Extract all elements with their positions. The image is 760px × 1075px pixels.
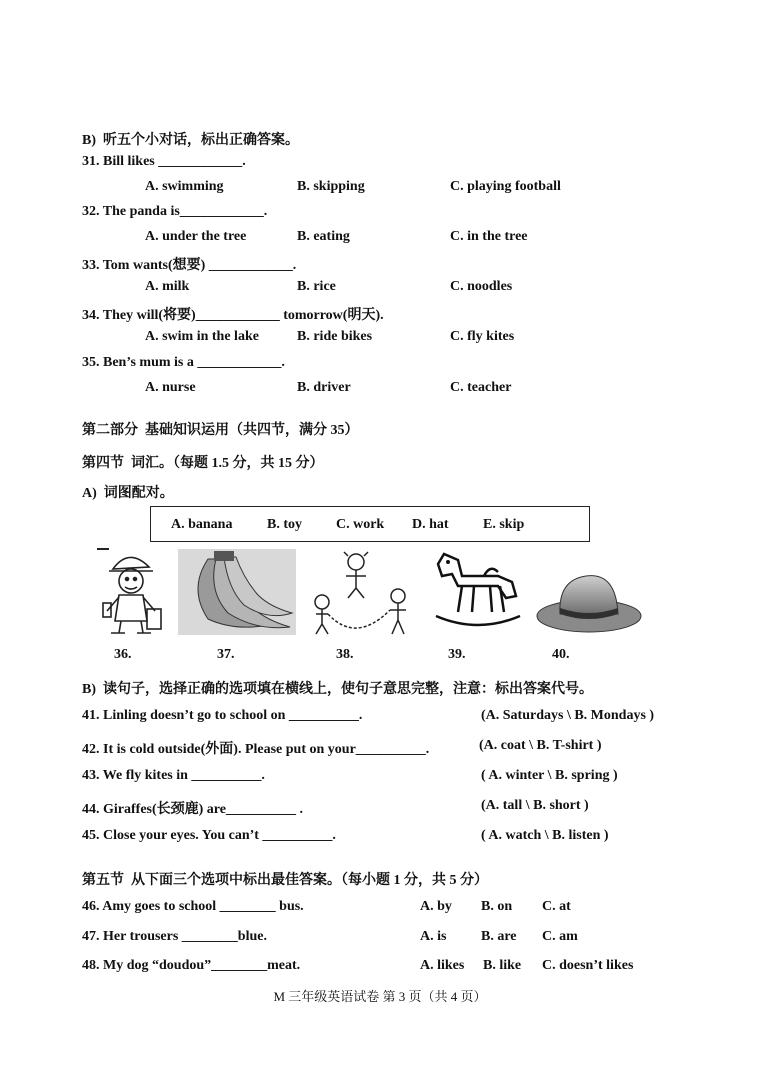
picture-number-40: 40.: [552, 647, 570, 662]
option-35b: B. driver: [297, 380, 351, 395]
question-33: 33. Tom wants(想要) ____________.: [82, 258, 297, 273]
word-a: A. banana: [171, 517, 233, 532]
option-34a: A. swim in the lake: [145, 329, 259, 344]
option-48c: C. doesn’t likes: [542, 958, 634, 973]
option-48a: A. likes: [420, 958, 465, 973]
choice-45: ( A. watch \ B. listen ): [481, 828, 609, 843]
skipping-picture: [306, 548, 414, 636]
sentence-44: 44. Giraffes(长颈鹿) are__________ .: [82, 802, 303, 817]
section4-sub-a: A) 词图配对。: [82, 486, 174, 501]
option-35c: C. teacher: [450, 380, 512, 395]
option-47b: B. are: [481, 929, 517, 944]
picture-number-36: 36.: [114, 647, 132, 662]
choice-44: (A. tall \ B. short ): [481, 798, 589, 813]
page-footer: M 三年级英语试卷 第 3 页（共 4 页）: [273, 989, 487, 1004]
option-33c: C. noodles: [450, 279, 513, 294]
word-bank-box: [150, 506, 590, 542]
hat-picture: [536, 570, 642, 636]
option-32a: A. under the tree: [145, 229, 247, 244]
question-31: 31. Bill likes ____________.: [82, 154, 246, 169]
section4-sub-b: B) 读句子，选择正确的选项填在横线上，使句子意思完整，注意：标出答案代号。: [82, 682, 593, 697]
option-48b: B. like: [483, 958, 522, 973]
option-34b: B. ride bikes: [297, 329, 373, 344]
option-46b: B. on: [481, 899, 513, 914]
question-32: 32. The panda is____________.: [82, 204, 268, 219]
option-46c: C. at: [542, 899, 571, 914]
picture-number-37: 37.: [217, 647, 235, 662]
question-34: 34. They will(将要)____________ tomorrow(明天).: [82, 308, 384, 323]
option-31b: B. skipping: [297, 179, 365, 194]
sentence-42: 42. It is cold outside(外面). Please put on your__________.: [82, 742, 430, 757]
choice-42: (A. coat \ B. T-shirt ): [479, 738, 602, 753]
option-46a: A. by: [420, 899, 452, 914]
word-c: C. work: [336, 517, 385, 532]
option-31c: C. playing football: [450, 179, 561, 194]
word-b: B. toy: [267, 517, 302, 532]
worker-picture: [95, 545, 167, 637]
sentence-41: 41. Linling doesn’t go to school on __________.: [82, 708, 363, 723]
section-b-header: B) 听五个小对话，标出正确答案。: [82, 133, 299, 148]
toy-horse-picture: [428, 546, 528, 636]
option-32b: B. eating: [297, 229, 350, 244]
question-35: 35. Ben’s mum is a ____________.: [82, 355, 285, 370]
question-48: 48. My dog “doudou”________meat.: [82, 958, 301, 973]
option-34c: C. fly kites: [450, 329, 515, 344]
sentence-43: 43. We fly kites in __________.: [82, 768, 265, 783]
choice-41: (A. Saturdays \ B. Mondays ): [481, 708, 655, 723]
option-33b: B. rice: [297, 279, 336, 294]
picture-number-38: 38.: [336, 647, 354, 662]
option-31a: A. swimming: [145, 179, 224, 194]
choice-43: ( A. winter \ B. spring ): [481, 768, 618, 783]
picture-number-39: 39.: [448, 647, 466, 662]
option-47c: C. am: [542, 929, 578, 944]
section4-header: 第四节 词汇。（每题 1.5 分，共 15 分）: [82, 456, 324, 471]
question-46: 46. Amy goes to school ________ bus.: [82, 899, 304, 914]
banana-picture: [178, 549, 296, 635]
option-33a: A. milk: [145, 279, 190, 294]
option-35a: A. nurse: [145, 380, 196, 395]
option-47a: A. is: [420, 929, 447, 944]
option-32c: C. in the tree: [450, 229, 528, 244]
sentence-45: 45. Close your eyes. You can’t __________.: [82, 828, 336, 843]
part2-header: 第二部分 基础知识运用（共四节，满分 35）: [82, 423, 359, 438]
question-47: 47. Her trousers ________blue.: [82, 929, 267, 944]
section5-header: 第五节 从下面三个选项中标出最佳答案。（每小题 1 分，共 5 分）: [82, 873, 488, 888]
word-e: E. skip: [483, 517, 525, 532]
word-d: D. hat: [412, 517, 449, 532]
